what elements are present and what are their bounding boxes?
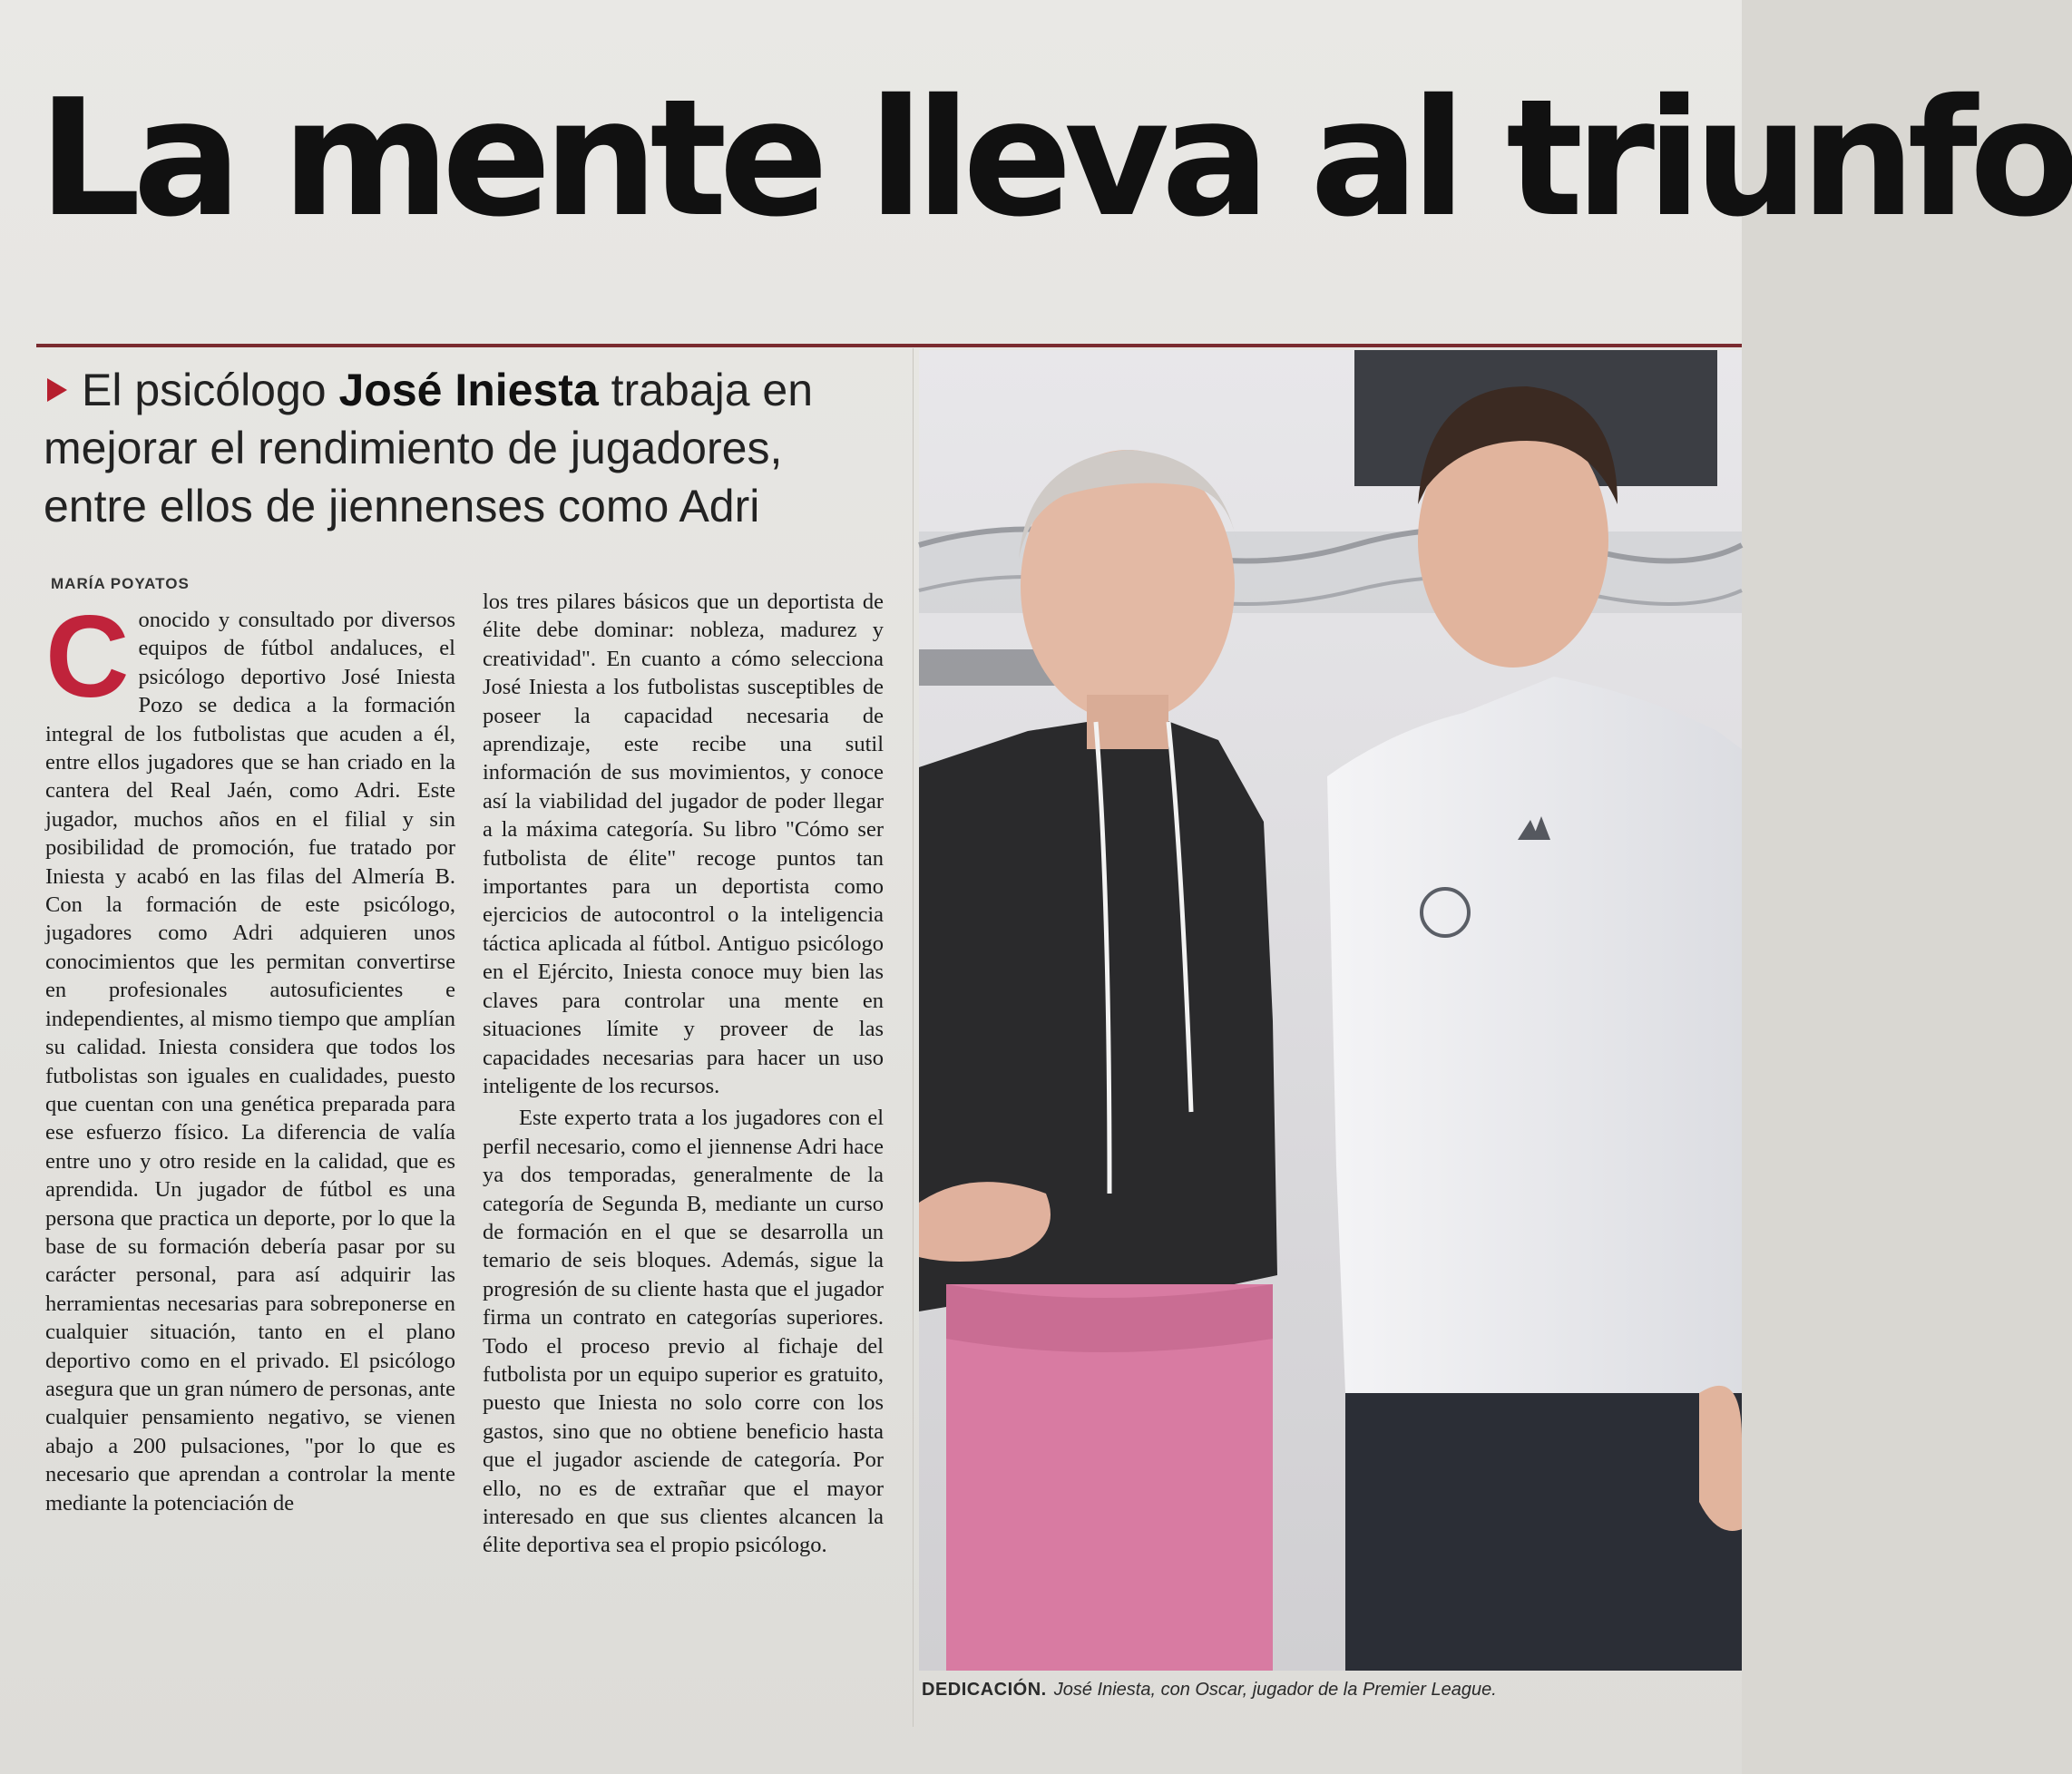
section-rule bbox=[36, 344, 1742, 347]
bullet-triangle-icon bbox=[44, 376, 76, 402]
deck-text-after: trabaja en mejorar el rendimiento de jugadores, entre ellos de jiennenses como Adri bbox=[44, 365, 814, 531]
article-column-2 bbox=[483, 588, 884, 1560]
article-column-1 bbox=[45, 592, 455, 1517]
byline: MARÍA POYATOS bbox=[51, 575, 190, 592]
deck-name: José Iniesta bbox=[338, 365, 599, 415]
article-text: onocido y consultado por diversos equipos de fútbol andaluces, el psicólogo deportivo José Iniesta Pozo se dedica a la formación integral de los futbolistas que acuden a él, entre ellos jugadores que se han criado en la cantera del Real Jaén, como Adri. Este jugador, muchos años en el filial y sin posibilidad de promoción, fue tratado por Iniesta y acabó en las filas del Almería B. Con la formación de este psicólogo, jugadores como Adri adquieren unos conocimientos que les permitan convertirse en profesionales autosuficientes e independientes, al mismo tiempo que amplían su calidad. Iniesta considera que todos los futbolistas son iguales en cualidades, puesto que cuentan con una genética preparada para ese esfuerzo físico. La diferencia de valía entre uno y otro reside en la calidad, que es aprendida. Un jugador de fútbol es una persona que practica un deporte, por lo que la base de su formación debería pasar por su carácter personal, para así adquirir las herramientas necesarias para sobreponerse en cualquier situación, tanto en el plano deportivo como en el privado. El psicólogo asegura que un gran número de personas, ante cualquier pensamiento negativo, se vienen abajo a 200 pulsaciones, "por lo que es necesario que aprendan a controlar la mente mediante la potenciación de bbox=[45, 608, 455, 1516]
caption-text: José Iniesta, con Oscar, jugador de la Premier League. bbox=[1053, 1680, 1497, 1700]
article-paragraph bbox=[45, 592, 455, 1517]
drop-cap: C bbox=[45, 592, 130, 722]
article-photo bbox=[919, 350, 1742, 1671]
headline: La mente lleva al triunfo bbox=[38, 64, 2072, 252]
column-divider bbox=[913, 348, 914, 1727]
article-paragraph: Este experto trata a los jugadores con el perfil necesario, como el jiennense Adri hace ya dos temporadas, generalmente de la categoría de Segunda B, mediante un curso de formación en el que se desarrolla un temario de seis bloques. Además, sigue la progresión de su cliente hasta que el jugador firma un contrato en categorías superiores. Todo el proceso previo al fichaje del futbolista por un equipo superior es gratuito, puesto que Iniesta no solo corre con los gastos, sino que no obtiene beneficio hasta que el jugador asciende de categoría. Por ello, no es de extrañar que el mayor interesado en que sus clientes alcancen la élite deportiva sea el propio psicólogo. bbox=[483, 1106, 884, 1558]
deck-text-before: El psicólogo bbox=[82, 365, 339, 415]
photo-caption bbox=[922, 1680, 1738, 1701]
article-paragraph: los tres pilares básicos que un deportista de élite debe dominar: nobleza, madurez y creatividad". En cuanto a cómo selecciona José Iniesta a los futbolistas susceptibles de poseer la capacidad necesaria de aprendizaje, este recibe una sutil información de sus movimientos, y conoce así la viabilidad del jugador de poder llegar a la máxima categoría. Su libro "Cómo ser futbolista de élite" recoge puntos tan importantes para un deportista como ejercicios de autocontrol o la inteligencia táctica aplicada al fútbol. Antiguo psicólogo en el Ejército, Iniesta conoce muy bien las claves para controlar una mente en situaciones límite y proveer de las capacidades necesarias para hacer un uso inteligente de los recursos. bbox=[483, 590, 884, 1098]
deck-subheadline bbox=[44, 361, 887, 535]
photo-illustration bbox=[919, 350, 1742, 1671]
caption-label: DEDICACIÓN. bbox=[922, 1680, 1047, 1700]
